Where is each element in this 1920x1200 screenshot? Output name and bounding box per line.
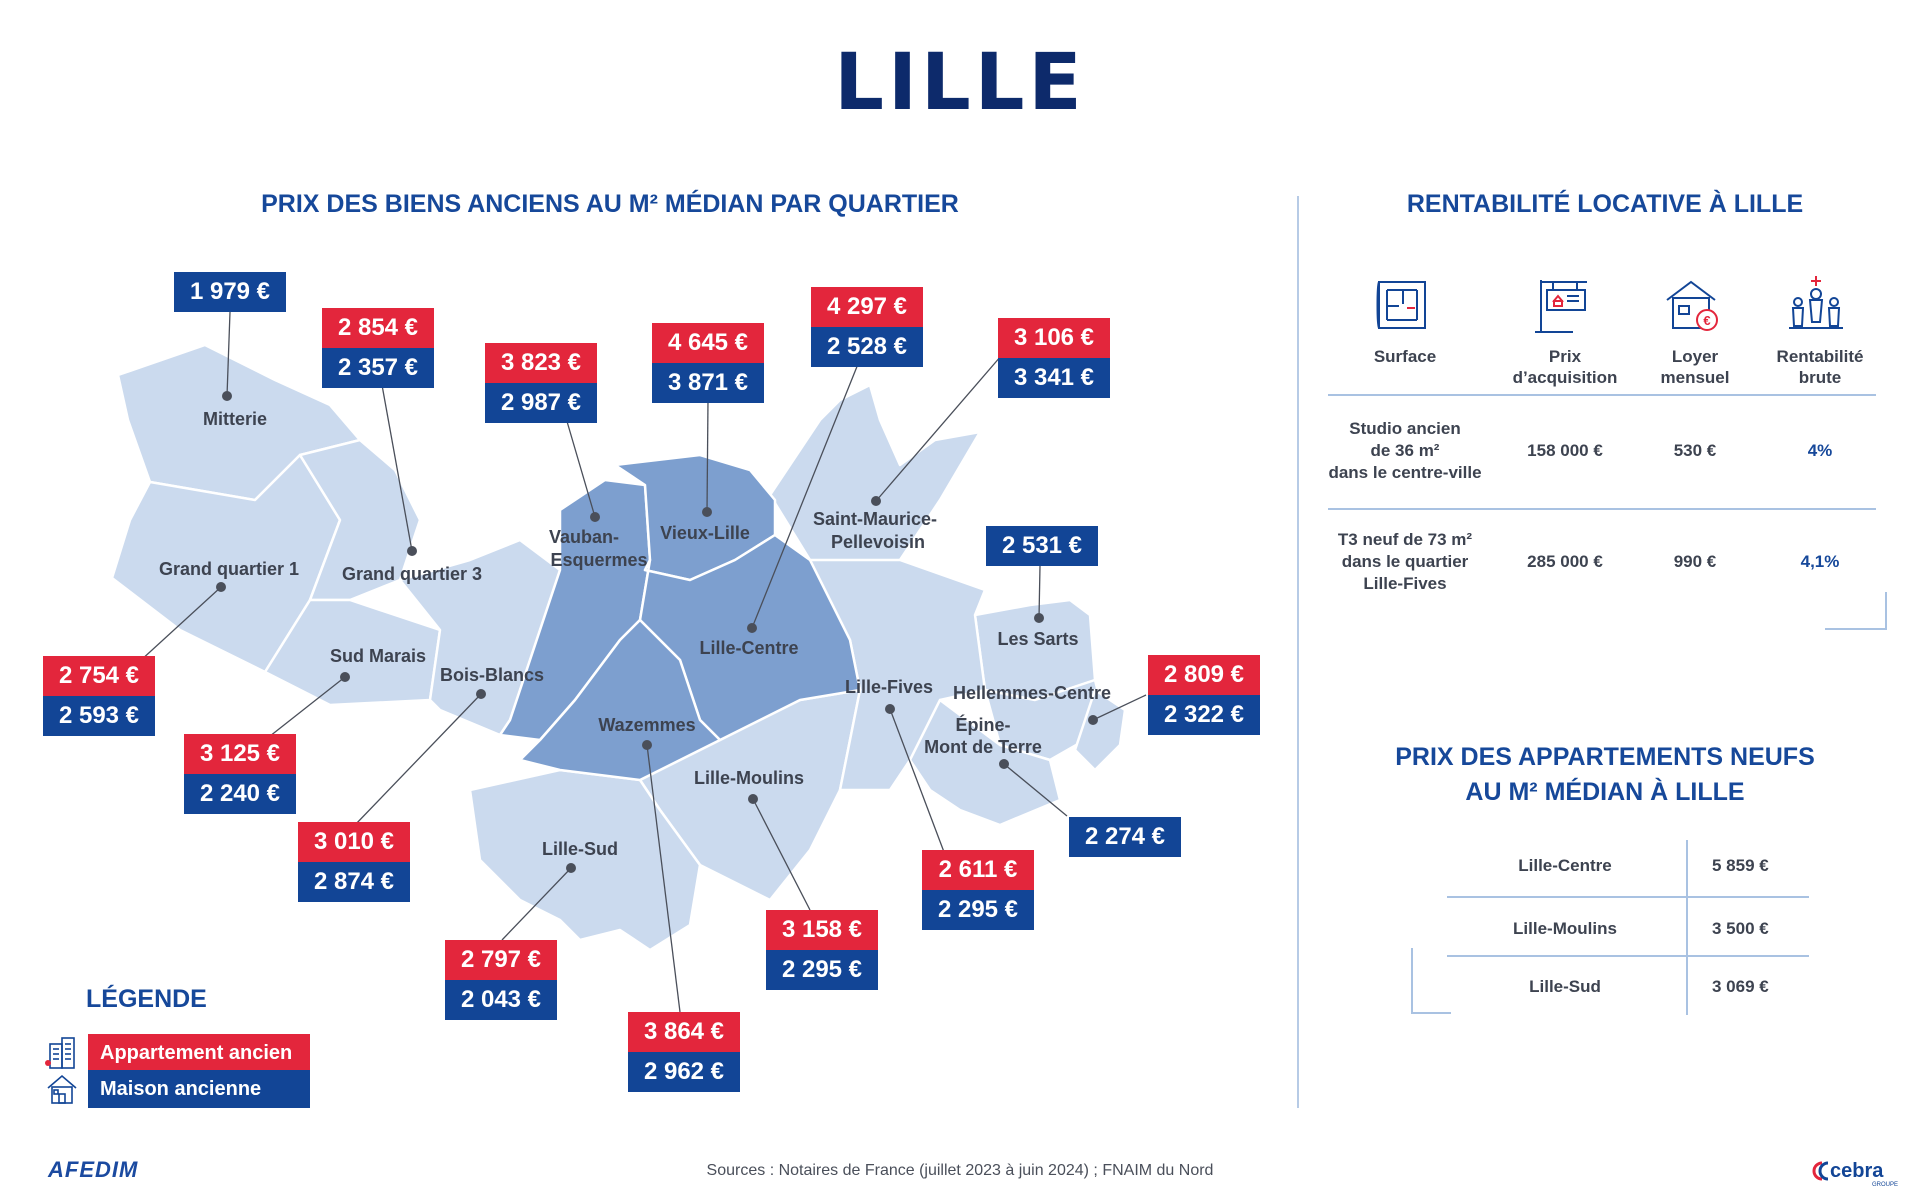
price-house-epine: 2 274 € — [1069, 817, 1181, 857]
price-apartment-lille-fives: 2 611 € — [922, 850, 1034, 890]
price-house-lille-fives: 2 295 € — [922, 890, 1034, 930]
rent-corner-h — [1825, 628, 1887, 630]
label-lille-sud: Lille-Sud — [542, 839, 618, 859]
price-apartment-saint-maurice: 3 106 € — [998, 318, 1110, 358]
rent-row2-surface: T3 neuf de 73 m² dans le quartier Lille-Fives — [1337, 530, 1473, 593]
price-apartment-vauban: 3 823 € — [485, 343, 597, 383]
neuf-col-divider — [1686, 840, 1688, 1015]
price-apartment-hellemmes: 2 809 € — [1148, 655, 1260, 695]
price-apartment-grand-quartier-1: 2 754 € — [43, 656, 155, 696]
label-sud-marais: Sud Marais — [329, 646, 427, 666]
price-apartment-lille-sud: 2 797 € — [445, 940, 557, 980]
price-house-mitterie: 1 979 € — [174, 272, 286, 312]
price-house-vauban: 2 987 € — [485, 383, 597, 423]
price-apartment-lille-moulins: 3 158 € — [766, 910, 878, 950]
price-house-grand-quartier-1: 2 593 € — [43, 696, 155, 736]
rent-row1-surface: Studio ancien de 36 m² dans le centre-ville — [1328, 419, 1482, 482]
neuf-divider-1 — [1447, 896, 1809, 898]
rent-col-loyer: Loyer mensuel — [1660, 347, 1730, 387]
page-title: LILLE — [834, 38, 1086, 128]
sources-text: Sources : Notaires de France (juillet 2023 à juin 2024) ; FNAIM du Nord — [706, 1162, 1214, 1179]
cebra-logo-sub: GROUPE — [1872, 1182, 1899, 1188]
label-grand-quartier-1: Grand quartier 1 — [158, 559, 300, 579]
price-house-wazemmes: 2 962 € — [628, 1052, 740, 1092]
rent-divider-2 — [1328, 508, 1876, 510]
neuf-title: PRIX DES APPARTEMENTS NEUFS AU M² MÉDIAN À LILLE — [1395, 743, 1815, 806]
neuf-divider-2 — [1447, 955, 1809, 957]
floor-plan-icon — [1373, 276, 1431, 334]
rent-col-surface: Surface — [1373, 347, 1437, 366]
neuf-row3-quartier: Lille-Sud — [1529, 977, 1601, 996]
rent-col-prix: Prix d’acquisition — [1512, 347, 1618, 387]
house-icon — [44, 1072, 80, 1106]
label-lille-moulins: Lille-Moulins — [694, 768, 804, 788]
label-hellemmes: Hellemmes-Centre — [952, 683, 1112, 703]
rent-col-rentabilite: Rentabilité brute — [1776, 347, 1864, 387]
cebra-logo-text: cebra — [1830, 1160, 1884, 1182]
label-epine-1: Épine- — [955, 715, 1011, 735]
label-epine-2: Mont de Terre — [924, 737, 1042, 757]
rentabilite-title: RENTABILITÉ LOCATIVE À LILLE — [1406, 190, 1804, 218]
price-house-grand-quartier-3: 2 357 € — [322, 348, 434, 388]
price-apartment-lille-centre: 4 297 € — [811, 287, 923, 327]
neuf-corner-h — [1411, 1012, 1451, 1014]
neuf-row1-quartier: Lille-Centre — [1518, 856, 1612, 875]
label-saint-maurice-1: Saint-Maurice- — [812, 509, 938, 529]
label-vauban-2: Esquermes — [550, 550, 648, 570]
price-house-bois-blancs: 2 874 € — [298, 862, 410, 902]
price-apartment-bois-blancs: 3 010 € — [298, 822, 410, 862]
label-lille-fives: Lille-Fives — [844, 677, 934, 697]
rent-corner-v — [1885, 592, 1887, 630]
house-rent-icon — [1663, 276, 1725, 334]
price-house-hellemmes: 2 322 € — [1148, 695, 1260, 735]
price-apartment-grand-quartier-3: 2 854 € — [322, 308, 434, 348]
label-les-sarts: Les Sarts — [997, 629, 1079, 649]
label-lille-centre: Lille-Centre — [699, 638, 799, 658]
price-house-lille-sud: 2 043 € — [445, 980, 557, 1020]
rent-divider-1 — [1328, 394, 1876, 396]
price-apartment-vieux-lille: 4 645 € — [652, 323, 764, 363]
neuf-row1-price: 5 859 € — [1712, 856, 1769, 875]
rent-row2-yield: 4,1% — [1800, 552, 1840, 571]
chess-pieces-icon — [1785, 270, 1847, 334]
rent-row1-rent: 530 € — [1673, 441, 1717, 460]
legend-house: Maison ancienne — [88, 1070, 310, 1108]
label-bois-blancs: Bois-Blancs — [439, 665, 545, 685]
price-house-lille-centre: 2 528 € — [811, 327, 923, 367]
label-grand-quartier-3: Grand quartier 3 — [341, 564, 483, 584]
label-saint-maurice-2: Pellevoisin — [830, 532, 926, 552]
svg-text:€: € — [1703, 313, 1711, 328]
price-house-saint-maurice: 3 341 € — [998, 358, 1110, 398]
map-section-title: PRIX DES BIENS ANCIENS AU M² MÉDIAN PAR QUARTIER — [261, 190, 959, 218]
afedim-logo: AFEDIM — [48, 1157, 139, 1182]
neuf-row2-quartier: Lille-Moulins — [1513, 919, 1617, 938]
label-wazemmes: Wazemmes — [598, 715, 696, 735]
neuf-row2-price: 3 500 € — [1712, 919, 1769, 938]
price-house-les-sarts: 2 531 € — [986, 526, 1098, 566]
apartment-building-icon — [44, 1036, 80, 1070]
rent-row2-price: 285 000 € — [1527, 552, 1603, 571]
rent-row1-price: 158 000 € — [1527, 441, 1603, 460]
rent-row2-rent: 990 € — [1673, 552, 1717, 571]
neuf-corner-v — [1411, 948, 1413, 1013]
for-sale-sign-icon — [1533, 276, 1593, 334]
price-apartment-wazemmes: 3 864 € — [628, 1012, 740, 1052]
price-house-sud-marais: 2 240 € — [184, 774, 296, 814]
legend-title: LÉGENDE — [86, 985, 207, 1013]
legend-apartment: Appartement ancien — [88, 1034, 310, 1072]
label-vauban-1: Vauban- — [548, 527, 620, 547]
price-house-vieux-lille: 3 871 € — [652, 363, 764, 403]
label-mitterie: Mitterie — [202, 409, 268, 429]
price-house-lille-moulins: 2 295 € — [766, 950, 878, 990]
rent-row1-yield: 4% — [1807, 441, 1833, 460]
neuf-row3-price: 3 069 € — [1712, 977, 1769, 996]
label-vieux-lille: Vieux-Lille — [660, 523, 750, 543]
price-apartment-sud-marais: 3 125 € — [184, 734, 296, 774]
cebra-logo — [1808, 1155, 1906, 1189]
